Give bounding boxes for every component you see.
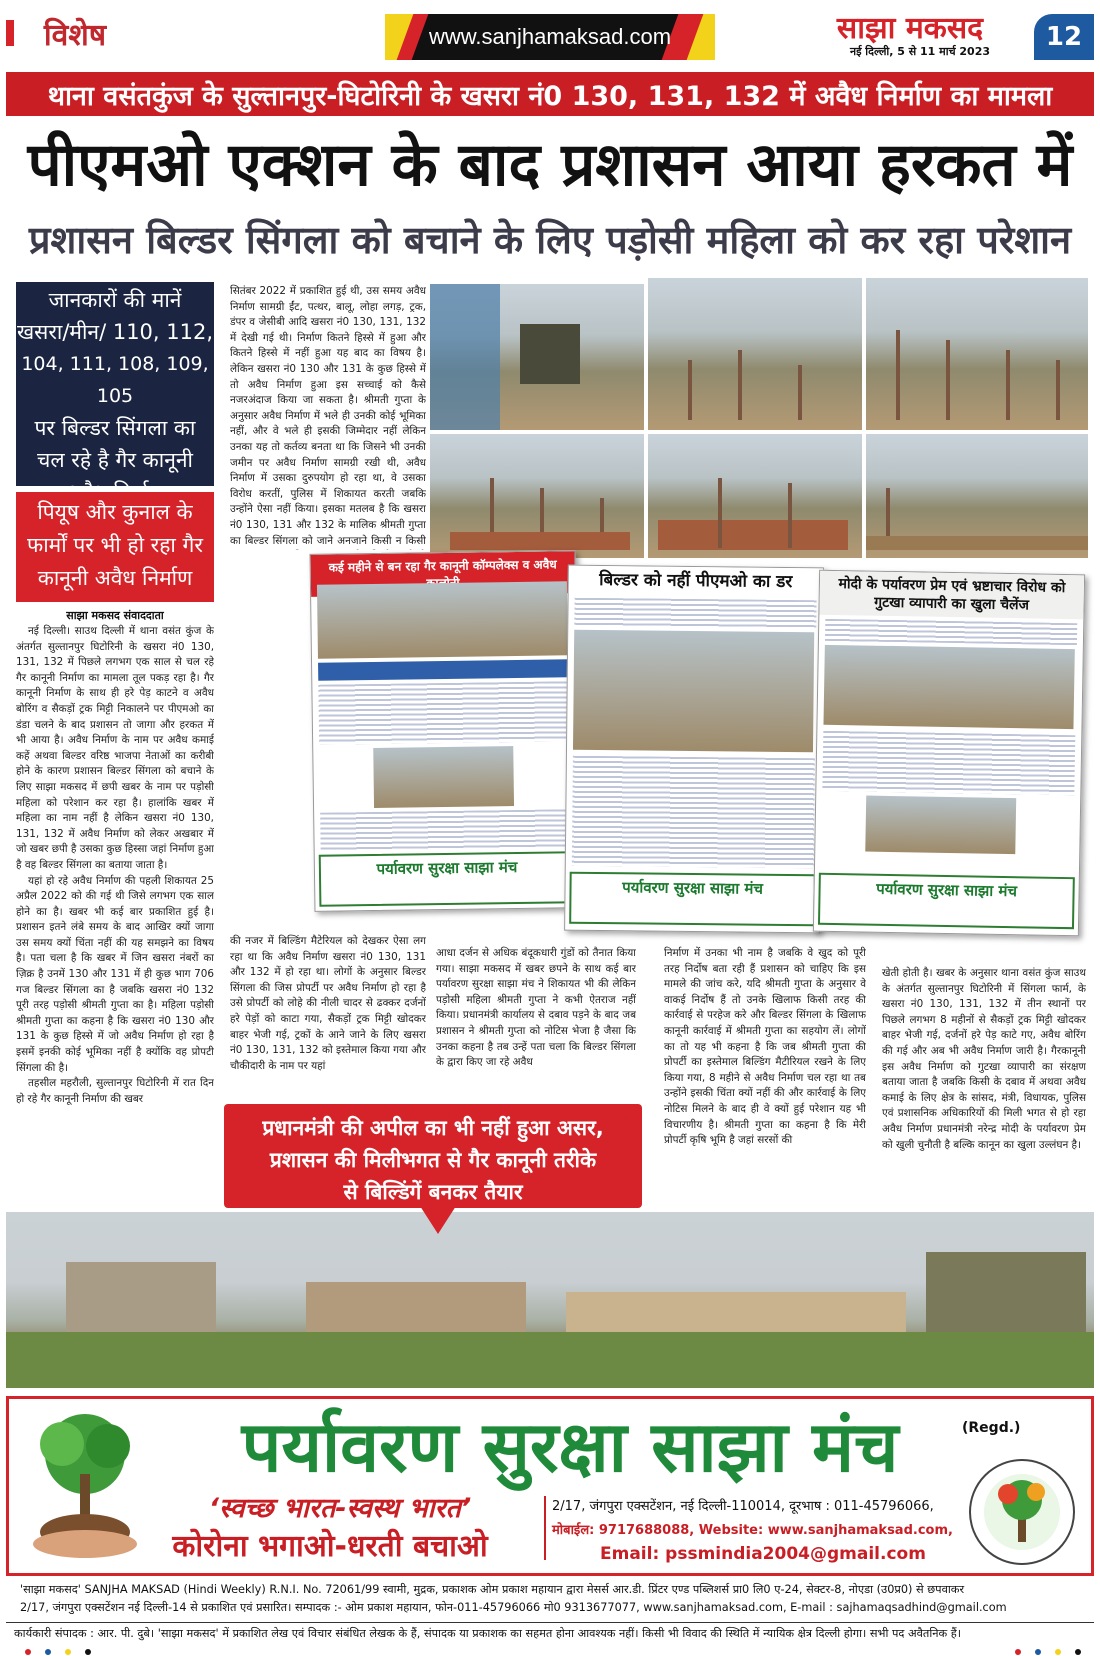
callout-line: से बिल्डिंगें बनकर तैयार — [343, 1180, 523, 1204]
ad-divider — [544, 1496, 546, 1560]
highlight-line: पियूष और कुनाल के — [37, 500, 193, 524]
article-paragraph: तहसील महरौली, सुल्तानपुर घिटोरिनी में रात दिन हो रहे गैर कानूनी निर्माण की खबर — [16, 1077, 214, 1105]
highlight-line: पर बिल्डर सिंगला का — [34, 416, 196, 440]
imprint-line: 'साझा मकसद' SANJHA MAKSAD (Hindi Weekly) R.N.I. No. 72061/99 स्वामी, मुद्रक, प्रकाशक ओम प्रकाश महायान द्वारा मेसर्स आर.डी. प्रिंटर एण्ड पब्लिशर्स प्रा0 लि0 ए-24, सेक्टर-8, नोएडा (उ0प्र0) से छपवाकर — [20, 1583, 965, 1596]
ad-slogan: ‘स्वच्छ भारत-स्वस्थ भारत’ — [208, 1493, 472, 1524]
site-photo-brick-walls — [648, 434, 862, 558]
site-photo-rebar — [430, 434, 644, 558]
article-paragraph: निर्माण में उनका भी नाम है जबकि वे खुद को पूरी तरह निर्दोष बता रही हैं प्रशासन को चाहिए कि इस मामले की जांच करे, यदि श्रीमती गुप्ता के अनुसार वे वाकई निर्दोष हैं तो उनके खिलाफ किसी तरह की कार्रवाई से परहेज करे और बिल्डर सिंगला के खिलाफ कानूनी कार्रवाई में श्रीमती गुप्ता का सहयोग लें। लोगों का तो यह भी कहना है कि जब श्रीमती गुप्ता की प्रोपर्टी का इस्तेमाल बिल्डिंग मैटीरियल रखने के लिए किया गया, 8 महीने से अवैध निर्माण चल रहा था तब उन्होंने इसकी चिंता क्यों नहीं की और कार्रवाई के लिए नोटिस मिलने के बाद ही वे क्यों हुई परेशान यह भी विचारणीय है। श्रीमती गुप्ता का कहना है कि मेरी प्रोपर्टी कृषि भूमि है जहां सरसों की — [664, 947, 866, 1147]
article-column-1 — [16, 624, 214, 1220]
clipping-headline: बिल्डर को नहीं पीएमओ का डर — [569, 566, 823, 597]
page-number: 12 — [1034, 14, 1094, 60]
clipping-footer: पर्यावरण सुरक्षा साझा मंच — [319, 851, 576, 907]
callout-line: प्रधानमंत्री की अपील का भी नहीं हुआ असर, — [262, 1116, 604, 1140]
registration-marks — [8, 1648, 1098, 1656]
website-url: www.sanjhamaksad.com — [428, 24, 672, 49]
highlight-line: 104, 111, 108, 109, 105 — [21, 353, 209, 407]
ad-title: पर्यावरण सुरक्षा साझा मंच — [241, 1405, 899, 1488]
highlight-box-farms — [16, 492, 214, 602]
section-label: विशेष — [0, 6, 150, 60]
top-banner: थाना वसंतकुंज के सुल्तानपुर-घिटोरिनी के खसरा नं0 130, 131, 132 में अवैध निर्माण का मामला — [6, 72, 1094, 116]
organization-seal-icon — [966, 1456, 1078, 1568]
ad-email: Email: pssmindia2004@gmail.com — [600, 1544, 926, 1564]
callout-line: प्रशासन की मिलीभगत से गैर कानूनी तरीके — [269, 1148, 597, 1172]
pull-quote-callout — [224, 1104, 642, 1208]
byline: साझा मकसद संवाददाता — [66, 609, 164, 622]
article-column-5 — [882, 966, 1086, 1210]
highlight-box-khasra — [16, 282, 214, 486]
ad-address: 2/17, जंगपुरा एक्सटेंशन, नई दिल्ली-110014, दूरभाष : 011-45796066, — [552, 1499, 934, 1514]
article-column-2-top — [230, 284, 426, 550]
article-column-2-bottom — [230, 934, 426, 1104]
clipping-2 — [564, 565, 824, 934]
clipping-footer: पर्यावरण सुरक्षा साझा मंच — [818, 873, 1075, 929]
clipping-3 — [813, 570, 1085, 937]
highlight-line: जानकारों की मानें — [48, 288, 182, 312]
ad-slogan-secondary: कोरोना भगाओ-धरती बचाओ — [172, 1529, 488, 1564]
masthead-logo: साझा मकसद — [836, 11, 984, 46]
ad-regd: (Regd.) — [962, 1420, 1021, 1436]
sub-headline: प्रशासन बिल्डर सिंगला को बचाने के लिए पड़ोसी महिला को कर रहा परेशान — [28, 218, 1072, 262]
ad-contact: मोबाईल: 9717688088, Website: www.sanjhamaksad.com, — [552, 1523, 953, 1538]
highlight-line: खसरा/मीन/ 110, 112, — [16, 320, 214, 344]
article-paragraph: खेती होती है। खबर के अनुसार थाना वसंत कुंज साउथ के अंतर्गत सुल्तानपुर घिटोरिनी में सिंगला फार्म, के खसरा नं0 130, 131, 132 में तीन स्थानों पर पिछले लगभग 8 महीनों से सैकड़ों ट्रक मिट्टी खोदकर बाहर भेजी गई, दर्जनों हरे पेड़ काटे गए, अवैध बोरिंग की गई और अब भी अवैध निर्माण जारी है। गैरकानूनी इस अवैध निर्माण को गुटखा व्यापारी का संरक्षण बताया जाता है जबकि किसी के दबाव में अथवा अवैध कमाई के लिए क्षेत्र के सांसद, मंत्री, विधायक, पुलिस एवं प्रशासनिक अधिकारियों की मिली भगत से हो रहा अवैध निर्माण प्रधानमंत्री नरेन्द्र मोदी के पर्यावरण प्रेम को खुली चुनौती है बल्कि कानून का खुला उल्लंघन है। — [882, 967, 1086, 1151]
highlight-line: फार्मों पर भी हो रहा गैर — [27, 533, 203, 557]
clipping-1 — [310, 550, 581, 912]
article-paragraph: यहां हो रहे अवैध निर्माण की पहली शिकायत 25 अप्रैल 2022 को की गई थी जिसे लगभग एक साल होने का है। खबर भी कई बार प्रकाशित हुई है। प्रशासन इतने लंबे समय के बाद आखिर क्यों जागा उस समय क्यों चिंता नहीं की यह समझने का विषय है। पता चला है कि खबर में जिन खसरा नंबरों का ज़िक्र है उनमें 130 और 131 में ही कुछ भाग 706 गज बिल्डर सिंगला का है जबकि खसरा नं0 132 पूरी तरह पड़ोसी श्रीमती गुप्ता का है। महिला पड़ोसी श्रीमती गुप्ता का कहना है कि खसरा नं0 130 और 131 के कुछ हिस्से में जो अवैध निर्माण हो रहा है इसमें इनकी कोई भूमिका नहीं है क्योंकि वह प्रोपटी सिंगला की है। — [16, 874, 214, 1074]
footer-disclaimer: कार्यकारी संपादक : आर. पी. दुबे। 'साझा मकसद' में प्रकाशित लेख एवं विचार संबंधित लेखक के हैं, संपादक या प्रकाशक का सहमत होना आवश्यक नहीं। किसी भी विवाद की स्थिति में न्यायिक क्षेत्र दिल्ली होगा। सभी पद अवैतनिक हैं। — [14, 1627, 962, 1640]
clipping-footer: पर्यावरण सुरक्षा साझा मंच — [569, 872, 816, 927]
site-panorama-photo — [6, 1212, 1094, 1388]
site-photo-field — [866, 434, 1088, 558]
main-headline: पीएमओ एक्शन के बाद प्रशासन आया हरकत में — [27, 130, 1073, 200]
article-column-4 — [664, 946, 866, 1210]
callout-pointer — [420, 1206, 456, 1234]
site-photo-pillars — [866, 278, 1088, 430]
highlight-line: चल रहे है गैर कानूनी — [37, 448, 193, 472]
issue-date: नई दिल्ली, 5 से 11 मार्च 2023 — [849, 45, 991, 58]
article-paragraph: सितंबर 2022 में प्रकाशित हुई थी, उस समय अवैध निर्माण सामग्री ईंट, पत्थर, बालू, लोहा लगड़, ट्रक, डंपर व जेसीबी आदि खसरा नं0 130, 131, 132 में देखी गई थी। निर्माण कितने हिस्से में हुआ और कितने हिस्से में नहीं हुआ यह बाद का विषय है। लेकिन खसरा नं0 130 और 131 के कुछ हिस्से में तो अवैध निर्माण हुआ इस सच्चाई को कैसे नजरअंदाज किया जा सकता है। श्रीमती गुप्ता के अनुसार अवैध निर्माण में भले ही उनकी कोई भूमिका नहीं, और वे भले ही इसकी जिम्मेदार नहीं लेकिन उनका यह तो कर्तव्य बनता था कि जिसने भी उनकी जमीन पर अवैध निर्माण सामग्री रखी थी, अवैध निर्माण में उसका दुरुपयोग हो रहा था, वे उसका विरोध करतीं, पुलिस में शिकायत करती जबकि उन्होंने ऐसा नहीं किया। इसका मतलब है कि खसरा नं0 130, 131 और 132 के मालिक श्रीमती गुप्ता का बिल्डर सिंगला को जाने अनजाने किसी न किसी — [230, 285, 426, 547]
clipping-headline: मोदी के पर्यावरण प्रेम एवं भ्रष्टाचार विरोध को गुटखा व्यापारी का खुला चैलेंज — [819, 571, 1084, 620]
clipping-headline: कई महीने से बन रहा गैर कानूनी कॉम्पलेक्स व अवैध — [311, 551, 576, 597]
site-photo-truck — [430, 284, 644, 430]
article-paragraph: की नजर में बिल्डिंग मैटेरियल को देखकर ऐसा लग रहा था कि अवैध निर्माण खसरा नं0 130, 131 और 132 में हो रहा था। लोगों के अनुसार बिल्डर सिंगला की जिस प्रोपर्टी पर अवैध निर्माण हो रहा है उसे प्रोपर्टी को लोहे की नीली चादर से ढक्कर दर्जनों हरे पेड़ों को काटा गया, सैकड़ों ट्रक मिट्टी खोदकर बाहर भेजी गई, ट्रकों के आने जाने के लिए खसरा नं0 130, 131, 132 को इस्तेमाल किया गया और चौकीदारी के नाम पर यहां — [230, 935, 426, 1072]
article-column-3 — [436, 946, 636, 1104]
site-photo-foundations — [648, 278, 862, 430]
article-paragraph: नई दिल्ली। साउथ दिल्ली में थाना वसंत कुंज के अंतर्गत सुल्तानपुर घिटोरिनी के खसरा नं0 130, 131, 132 में पिछले लगभग एक साल से चल रहे गैर कानूनी निर्माण का मामला तूल पकड़ रहा है। गैर कानूनी निर्माण के साथ ही हरे पेड़ काटने व अवैध बोरिंग व सैकड़ों ट्रक मिट्टी निकालने पर पीएमओ का डंडा चलने के बाद प्रशासन तो जागा और हरकत में भी आया है। अवैध निर्माण के नाम पर अवैध कमाई कहें अथवा बिल्डर वरिष्ठ भाजपा नेताओं का करीबी होने के कारण प्रशासन बिल्डर सिंगला को बचाने के लिए साझा मकसद में छपी खबर के नाम पर पड़ोसी महिला को परेशान कर रहा है। हालांकि खबर में महिला का नाम नहीं है लेकिन खसरा नं0 130, 131, 132 में अवैध निर्माण को लेकर अखबार में जो खबर छपी है उसका कुछ हिस्सा जहां निर्माण हुआ है वह बिल्डर सिंगला का बताया जाता है। — [16, 625, 214, 871]
article-paragraph: आधा दर्जन से अधिक बंदूकधारी गुंडों को तैनात किया गया। साझा मकसद में खबर छपने के साथ कई बार पर्यावरण सुरक्षा साझा मंच ने शिकायत भी की लेकिन पड़ोसी महिला श्रीमती गुप्ता ने कभी ऐतराज नहीं किया। प्रधानमंत्री कार्यालय से दबाव पड़ने के बाद जब प्रशासन ने श्रीमती गुप्ता को नोटिस भेजा है जैसा कि उनका कहना है तब उन्हें पता चला कि बिल्डर सिंगला के द्वारा किए जा रहे अवैध — [436, 947, 636, 1069]
highlight-line: कानूनी अवैध निर्माण — [37, 566, 193, 590]
imprint-line: 2/17, जंगपुरा एक्सटेंशन नई दिल्ली-14 से प्रकाशित एवं प्रसारित। सम्पादक :- ओम प्रकाश महायान, फोन-011-45796066 मो0 9313677077, www.sanjhamaksad.com, E-mail : sajhamaqsadhind@gmail.com — [20, 1601, 1007, 1614]
footer-rule — [6, 1622, 1094, 1623]
